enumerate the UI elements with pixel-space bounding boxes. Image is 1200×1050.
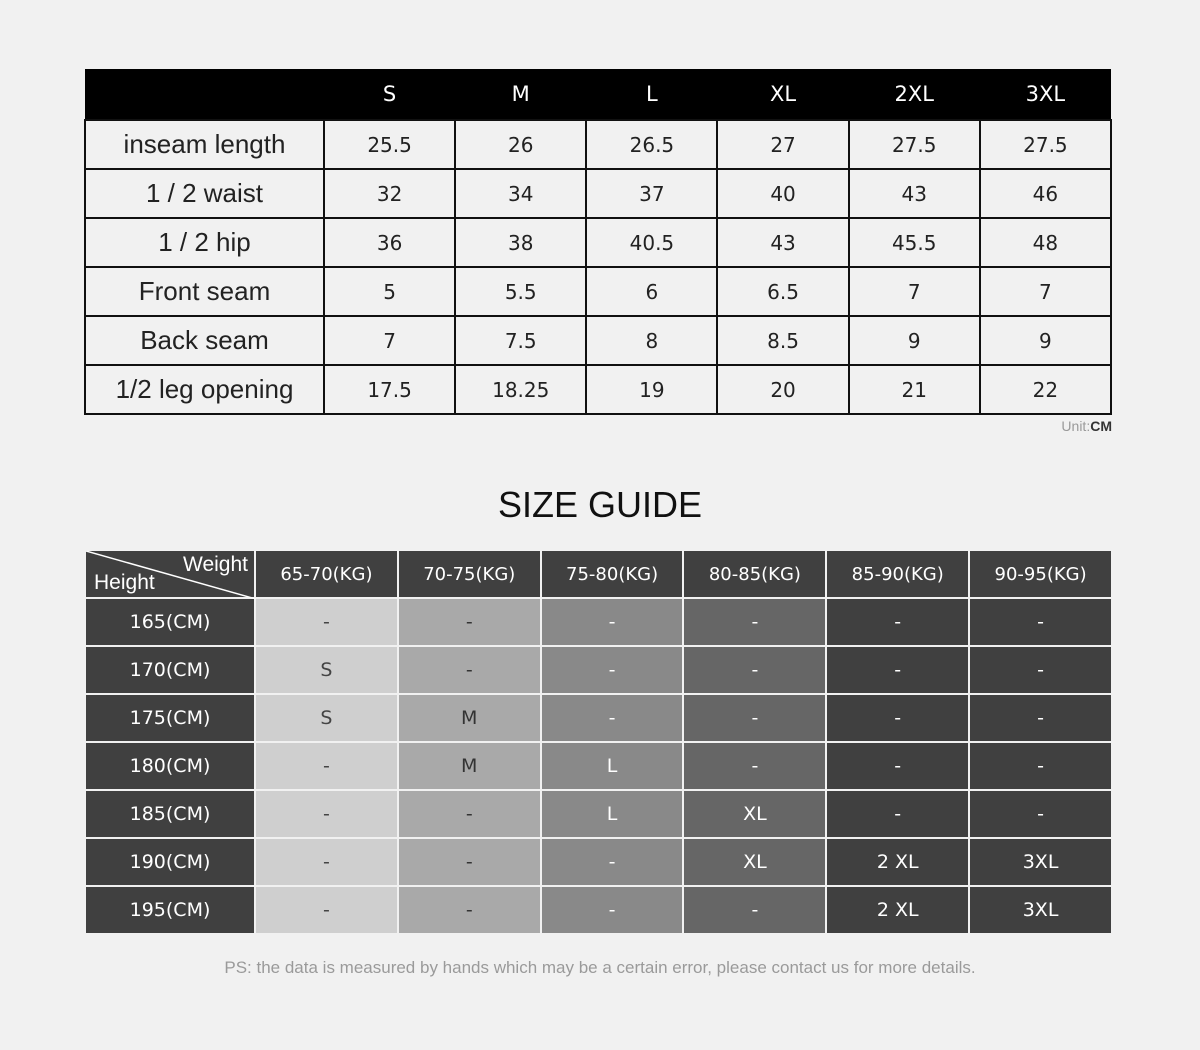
height-label: 180(CM) [85, 742, 255, 790]
size-header: L [586, 69, 717, 120]
size-guide-title: SIZE GUIDE [497, 484, 703, 525]
size-guide-cell: - [255, 790, 398, 838]
size-guide-cell: - [398, 838, 541, 886]
measurement-value: 22 [980, 365, 1111, 414]
measurement-value: 27 [717, 120, 848, 169]
measurement-value: 46 [980, 169, 1111, 218]
measurement-value: 20 [717, 365, 848, 414]
size-header: S [324, 69, 455, 120]
size-guide-cell: - [826, 694, 969, 742]
size-guide-cell: - [255, 742, 398, 790]
size-header: M [455, 69, 586, 120]
measurement-value: 38 [455, 218, 586, 267]
size-guide-row [85, 694, 1112, 742]
measurement-row [85, 218, 1111, 267]
disclaimer-note: PS: the data is measured by hands which may be a certain error, please contact us for more details. [224, 958, 976, 977]
measurement-label: Front seam [85, 267, 324, 316]
weight-header: 75-80(KG) [541, 550, 684, 598]
measurement-table [84, 69, 1112, 415]
size-guide-cell: XL [683, 790, 826, 838]
height-label: 170(CM) [85, 646, 255, 694]
size-guide-header-row [85, 550, 1112, 598]
size-guide-cell: - [255, 598, 398, 646]
measurement-label: Back seam [85, 316, 324, 365]
measurement-label: inseam length [85, 120, 324, 169]
unit-label: Unit: [1061, 418, 1091, 434]
size-guide-cell: - [541, 694, 684, 742]
measurement-value: 7.5 [455, 316, 586, 365]
size-guide-cell: - [541, 886, 684, 934]
size-guide-corner [85, 550, 255, 598]
size-guide-cell: - [826, 646, 969, 694]
weight-header: 90-95(KG) [969, 550, 1112, 598]
size-header: XL [717, 69, 848, 120]
size-guide-row [85, 838, 1112, 886]
measurement-value: 27.5 [980, 120, 1111, 169]
measurement-value: 9 [980, 316, 1111, 365]
measurement-header-row [85, 69, 1111, 120]
measurement-value: 6 [586, 267, 717, 316]
measurement-value: 48 [980, 218, 1111, 267]
measurement-value: 26 [455, 120, 586, 169]
measurement-row [85, 120, 1111, 169]
measurement-label: 1 / 2 waist [85, 169, 324, 218]
size-guide-cell: 3XL [969, 886, 1112, 934]
size-guide-cell: M [398, 742, 541, 790]
size-guide-cell: - [541, 598, 684, 646]
size-guide-row [85, 646, 1112, 694]
measurement-value: 9 [849, 316, 980, 365]
height-label: 195(CM) [85, 886, 255, 934]
size-guide-cell: 2 XL [826, 886, 969, 934]
measurement-row [85, 267, 1111, 316]
size-guide-cell: L [541, 790, 684, 838]
size-guide-cell: 2 XL [826, 838, 969, 886]
height-label: 185(CM) [85, 790, 255, 838]
measurement-value: 40 [717, 169, 848, 218]
size-guide-cell: - [969, 598, 1112, 646]
size-guide-row [85, 790, 1112, 838]
measurement-value: 43 [717, 218, 848, 267]
measurement-value: 34 [455, 169, 586, 218]
size-guide-cell: L [541, 742, 684, 790]
size-guide-cell: - [541, 838, 684, 886]
corner-height-label: Height [94, 571, 155, 594]
measurement-value: 18.25 [455, 365, 586, 414]
size-guide-cell: - [398, 598, 541, 646]
measurement-header-corner [85, 69, 324, 120]
size-guide-cell: - [683, 742, 826, 790]
size-guide-cell: - [683, 694, 826, 742]
measurement-value: 17.5 [324, 365, 455, 414]
measurement-label: 1/2 leg opening [85, 365, 324, 414]
measurement-value: 37 [586, 169, 717, 218]
size-guide-cell: - [683, 646, 826, 694]
size-guide-cell: - [969, 646, 1112, 694]
weight-header: 80-85(KG) [683, 550, 826, 598]
size-guide-cell: - [969, 694, 1112, 742]
measurement-value: 40.5 [586, 218, 717, 267]
measurement-row [85, 169, 1111, 218]
measurement-value: 26.5 [586, 120, 717, 169]
size-guide-cell: XL [683, 838, 826, 886]
size-guide-cell: M [398, 694, 541, 742]
weight-header: 65-70(KG) [255, 550, 398, 598]
size-guide-cell: S [255, 646, 398, 694]
measurement-value: 8.5 [717, 316, 848, 365]
measurement-value: 27.5 [849, 120, 980, 169]
size-guide-row [85, 886, 1112, 934]
measurement-row [85, 316, 1111, 365]
size-guide-cell: - [541, 646, 684, 694]
height-label: 165(CM) [85, 598, 255, 646]
unit-value: CM [1090, 418, 1112, 434]
size-guide-cell: 3XL [969, 838, 1112, 886]
size-guide-cell: - [398, 646, 541, 694]
measurement-value: 8 [586, 316, 717, 365]
measurement-value: 7 [324, 316, 455, 365]
size-header: 2XL [849, 69, 980, 120]
size-guide-cell: - [255, 838, 398, 886]
size-guide-cell: - [826, 742, 969, 790]
size-guide-cell: - [969, 742, 1112, 790]
measurement-row [85, 365, 1111, 414]
size-guide-row [85, 598, 1112, 646]
measurement-value: 7 [849, 267, 980, 316]
weight-header: 85-90(KG) [826, 550, 969, 598]
size-guide-cell: - [398, 790, 541, 838]
measurement-value: 6.5 [717, 267, 848, 316]
measurement-value: 5 [324, 267, 455, 316]
size-guide-row [85, 742, 1112, 790]
measurement-label: 1 / 2 hip [85, 218, 324, 267]
size-guide-cell: - [255, 886, 398, 934]
size-guide-cell: - [826, 598, 969, 646]
height-label: 175(CM) [85, 694, 255, 742]
height-label: 190(CM) [85, 838, 255, 886]
measurement-value: 21 [849, 365, 980, 414]
size-guide-cell: - [683, 886, 826, 934]
size-guide-cell: S [255, 694, 398, 742]
size-guide-cell: - [683, 598, 826, 646]
size-header: 3XL [980, 69, 1111, 120]
measurement-value: 36 [324, 218, 455, 267]
size-guide-table [84, 549, 1113, 935]
measurement-value: 45.5 [849, 218, 980, 267]
measurement-value: 25.5 [324, 120, 455, 169]
measurement-value: 5.5 [455, 267, 586, 316]
corner-weight-label: Weight [183, 553, 248, 576]
size-guide-cell: - [826, 790, 969, 838]
size-guide-cell: - [398, 886, 541, 934]
weight-header: 70-75(KG) [398, 550, 541, 598]
unit-note [1061, 418, 1112, 434]
measurement-value: 19 [586, 365, 717, 414]
size-guide-cell: - [969, 790, 1112, 838]
measurement-value: 32 [324, 169, 455, 218]
measurement-value: 7 [980, 267, 1111, 316]
measurement-value: 43 [849, 169, 980, 218]
